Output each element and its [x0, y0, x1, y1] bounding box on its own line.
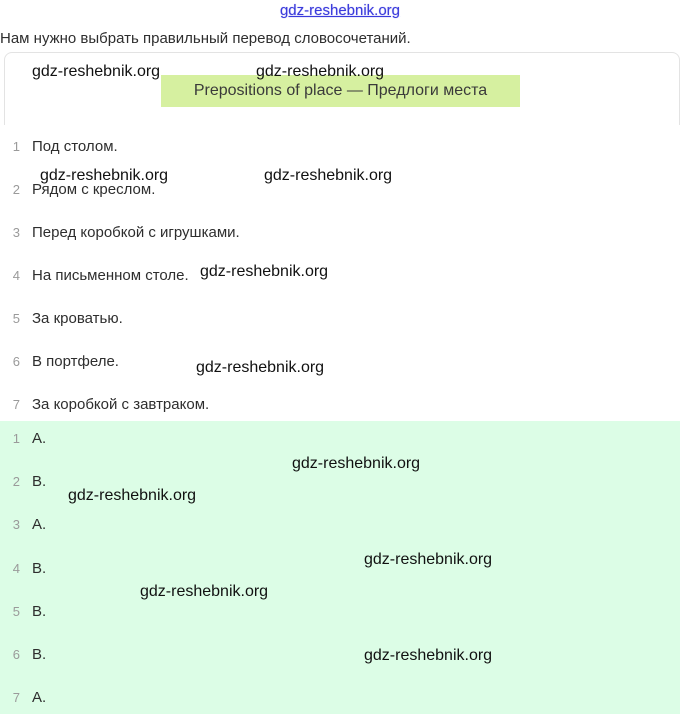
watermark: gdz-reshebnik.org [364, 551, 493, 568]
watermark: gdz-reshebnik.org [292, 455, 421, 472]
question-item [0, 306, 123, 330]
watermark: gdz-reshebnik.org [364, 647, 493, 664]
answer-number: 3 [12, 516, 20, 532]
question-text: Перед коробкой с игрушками. [32, 223, 240, 241]
question-number: 1 [12, 138, 20, 154]
topic-banner-title: Prepositions of place — Предлоги места [193, 82, 488, 99]
answer-item [0, 685, 46, 709]
question-item [0, 349, 119, 373]
question-text: В портфеле. [32, 352, 119, 370]
watermark: gdz-reshebnik.org [256, 63, 385, 80]
answer-number: 4 [12, 560, 20, 576]
question-text: На письменном столе. [32, 266, 189, 284]
answer-item [0, 642, 46, 666]
question-number: 4 [12, 267, 20, 283]
watermark: gdz-reshebnik.org [140, 583, 269, 600]
answer-item [0, 469, 46, 493]
question-text: За коробкой с завтраком. [32, 395, 210, 413]
question-item [0, 392, 209, 416]
watermark: gdz-reshebnik.org [40, 167, 169, 184]
question-number: 6 [12, 353, 20, 369]
answer-item [0, 599, 46, 623]
answer-text: B. [32, 559, 47, 577]
watermark: gdz-reshebnik.org [196, 359, 325, 376]
question-number: 7 [12, 396, 20, 412]
answer-text: B. [32, 472, 47, 490]
question-number: 2 [12, 181, 20, 197]
answer-text: B. [32, 645, 47, 663]
site-header-link[interactable]: gdz-reshebnik.org [279, 2, 401, 19]
question-number: 5 [12, 310, 20, 326]
watermark: gdz-reshebnik.org [68, 487, 197, 504]
question-text: Под столом. [32, 137, 118, 155]
answer-number: 5 [12, 603, 20, 619]
answer-text: B. [32, 602, 47, 620]
question-item [0, 263, 189, 287]
answer-text: A. [32, 429, 47, 447]
answer-item [0, 556, 46, 580]
question-item [0, 220, 240, 244]
answer-number: 6 [12, 646, 20, 662]
question-item [0, 134, 118, 158]
answer-item [0, 512, 46, 536]
answer-number: 1 [12, 430, 20, 446]
watermark: gdz-reshebnik.org [264, 167, 393, 184]
answer-item [0, 426, 46, 450]
answer-number: 7 [12, 689, 20, 705]
question-text: Рядом с креслом. [32, 180, 156, 198]
question-text: За кроватью. [32, 309, 123, 327]
watermark: gdz-reshebnik.org [32, 63, 161, 80]
answer-text: A. [32, 688, 47, 706]
instruction-text: Нам нужно выбрать правильный перевод словосочетаний. [0, 30, 411, 47]
answer-text: A. [32, 515, 47, 533]
answer-number: 2 [12, 473, 20, 489]
watermark: gdz-reshebnik.org [200, 263, 329, 280]
question-number: 3 [12, 224, 20, 240]
